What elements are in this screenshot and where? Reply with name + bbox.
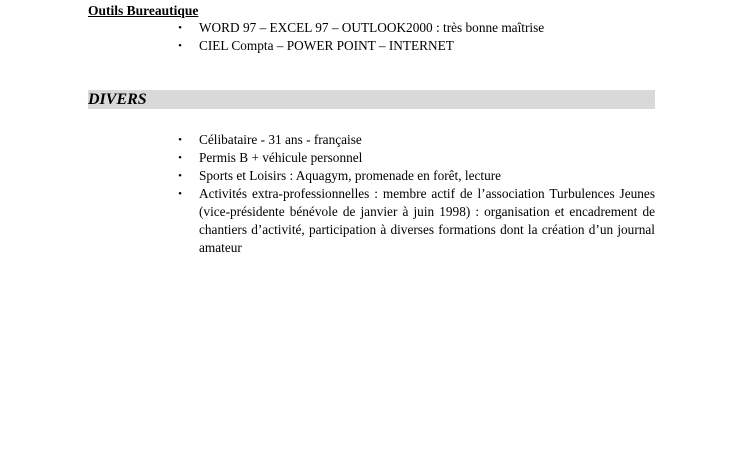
- list-item: [178, 19, 655, 37]
- list-item: [178, 37, 655, 55]
- list-item-text: Activités extra-professionnelles : membre actif de l’association Turbulences Jeunes (vice-présidente bénévole de janvier à juin 1998) : organisation et encadrement de chantiers d’activité, participation à diverses formations dont la création d’un journal amateur: [199, 186, 655, 255]
- bullet-icon: •: [178, 134, 182, 146]
- list-item-text: Sports et Loisirs : Aquagym, promenade en forêt, lecture: [199, 168, 502, 183]
- divers-list: [178, 131, 655, 257]
- list-item: [178, 167, 655, 185]
- bullet-icon: •: [178, 170, 182, 182]
- list-item: [178, 149, 655, 167]
- list-item-text: Permis B + véhicule personnel: [199, 150, 363, 165]
- bullet-icon: •: [178, 188, 182, 200]
- bullet-icon: •: [178, 40, 182, 52]
- section-heading-outils-bureautique: Outils Bureautique: [88, 3, 199, 18]
- list-item-text: CIEL Compta – POWER POINT – INTERNET: [199, 38, 454, 53]
- list-item: [178, 185, 655, 257]
- section-heading-divers: DIVERS: [88, 91, 147, 108]
- outils-bureautique-list: [178, 19, 655, 55]
- divers-heading-bar: [88, 90, 655, 109]
- list-item-text: Célibataire - 31 ans - française: [199, 132, 362, 147]
- list-item-text: WORD 97 – EXCEL 97 – OUTLOOK2000 : très bonne maîtrise: [199, 20, 545, 35]
- bullet-icon: •: [178, 22, 182, 34]
- list-item: [178, 131, 655, 149]
- bullet-icon: •: [178, 152, 182, 164]
